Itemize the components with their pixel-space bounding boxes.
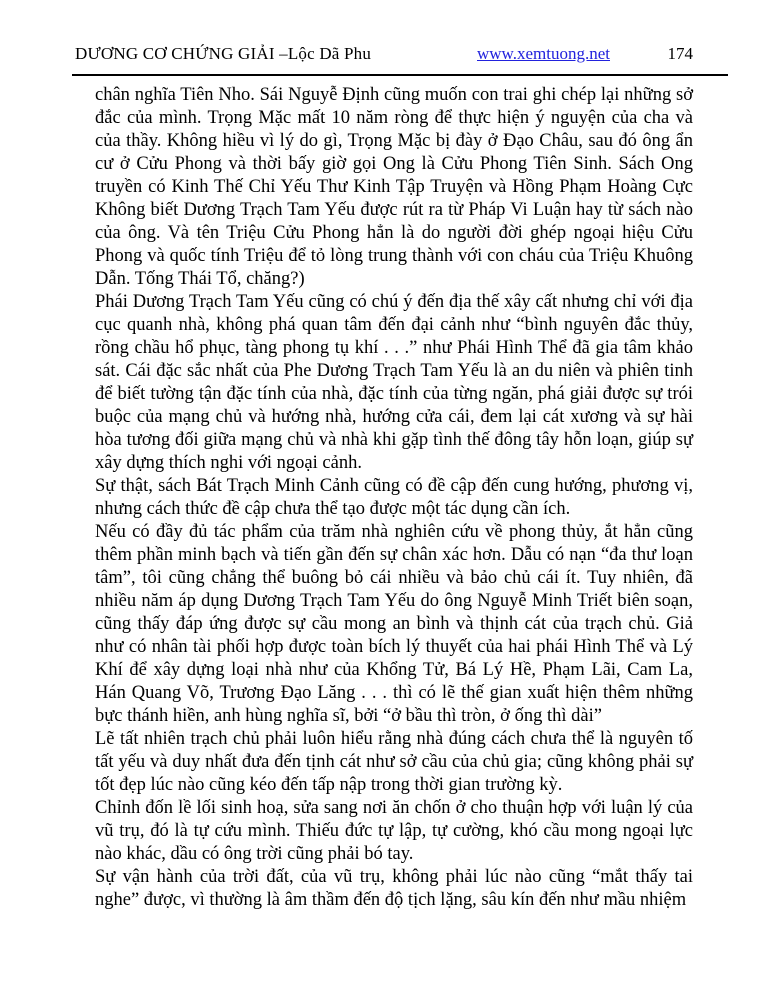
paragraph: Phái Dương Trạch Tam Yếu cũng có chú ý đến địa thế xây cất nhưng chỉ với địa cục quanh nhà, không phá quan tâm đến đại cảnh như “bình nguyên đắc thủy, rồng chầu hổ phục, tàng phong tụ khí . . .” như Phái Hình Thể đã gia tâm khảo sát. Cái đặc sắc nhất của Phe Dương Trạch Tam Yếu là an du niên và phiên tinh để biết tường tận đặc tính của nhà, đặc tính của từng ngăn, phá giải được sự trói buộc của mạng chủ và hướng nhà, hướng cửa cái, đem lại cát xương và sự hài hòa tương đối giữa mạng chủ và nhà khi gặp tình thế đông tây hỗn loạn, giúp sự xây dựng thích nghi với ngoại cảnh. [95,292,693,473]
paragraph: Lẽ tất nhiên trạch chủ phải luôn hiểu rằng nhà đúng cách chưa thể là nguyên tố tất yếu và duy nhất đưa đến tịnh cát như sở cầu của chủ gia; cũng không phải sự tốt đẹp lúc nào cũng kéo đến tấp nập trong thời gian trường kỳ. [95,729,693,795]
header-divider [72,74,728,76]
paragraph: Sự thật, sách Bát Trạch Minh Cảnh cũng có đề cập đến cung hướng, phương vị, nhưng cách thức đề cập chưa thể tạo được một tác dụng cần ích. [95,476,693,519]
paragraph: chân nghĩa Tiên Nho. Sái Nguyễ Định cũng muốn con trai ghi chép lại những sở đắc của mình. Trọng Mặc mất 10 năm ròng để thực hiện ý nguyện của cha và của thầy. Không hiều vì lý do gì, Trọng Mặc bị đày ở Đạo Châu, sau đó ông ẩn cư ở Cửu Phong và thời bấy giờ gọi Ong là Cửu Phong Tiên Sinh. Sách Ong truyền có Kinh Thế Chỉ Yếu Thư Kinh Tập Truyện và Hồng Phạm Hoàng Cực Không biết Dương Trạch Tam Yếu được rút ra từ Pháp Vi Luận hay từ sách nào của ông. Và tên Triệu Cửu Phong hẳn là do người đời ghép ngoại hiệu Cửu Phong và quốc tính Triệu để tỏ lòng trung thành với con cháu của Triệu Khuông Dẫn. Tống Thái Tổ, chăng?) [95,85,693,289]
document-body [95,84,693,912]
page-header [75,44,693,64]
paragraph: Sự vận hành của trời đất, của vũ trụ, không phải lúc nào cũng “mắt thấy tai nghe” được, vì thường là âm thầm đến độ tịch lặng, sâu kín đến như mầu nhiệm [95,867,693,910]
paragraph: Nếu có đầy đủ tác phẩm của trăm nhà nghiên cứu về phong thủy, ắt hẳn cũng thêm phần minh bạch và tiến gần đến sự chân xác hơn. Dẫu có nạn “đa thư loạn tâm”, tôi cũng chẳng thể buông bỏ cái nhiều và bảo chủ cái ít. Tuy nhiên, đã nhiều năm áp dụng Dương Trạch Tam Yếu do ông Nguyễ Minh Triết biên soạn, cũng thấy đáp ứng được sự cầu mong an bình và thịnh cát của trạch chủ. Giả như có nhân tài phối hợp được toàn bích lý thuyết của hai phái Hình Thể và Lý Khí để xây dựng loại nhà như của Khổng Tử, Bá Lý Hề, Phạm Lãi, Cam La, Hán Quang Võ, Trương Đạo Lăng . . . thì có lẽ thế gian xuất hiện thêm những bực thánh hiền, anh hùng nghĩa sĩ, bởi “ở bầu thì tròn, ở ống thì dài” [95,522,693,726]
website-link[interactable]: www.xemtuong.net [477,44,610,63]
paragraph: Chỉnh đốn lề lối sinh hoạ, sửa sang nơi ăn chốn ở cho thuận hợp với luận lý của vũ trụ, đó là tự cứu mình. Thiếu đức tự lập, tự cường, khó cầu mong ngoại lực nào khác, dầu có ông trời cũng phải bó tay. [95,798,693,864]
header-title: DƯƠNG CƠ CHỨNG GIẢI –Lộc Dã Phu [75,44,372,63]
page-number: 174 [667,44,693,63]
